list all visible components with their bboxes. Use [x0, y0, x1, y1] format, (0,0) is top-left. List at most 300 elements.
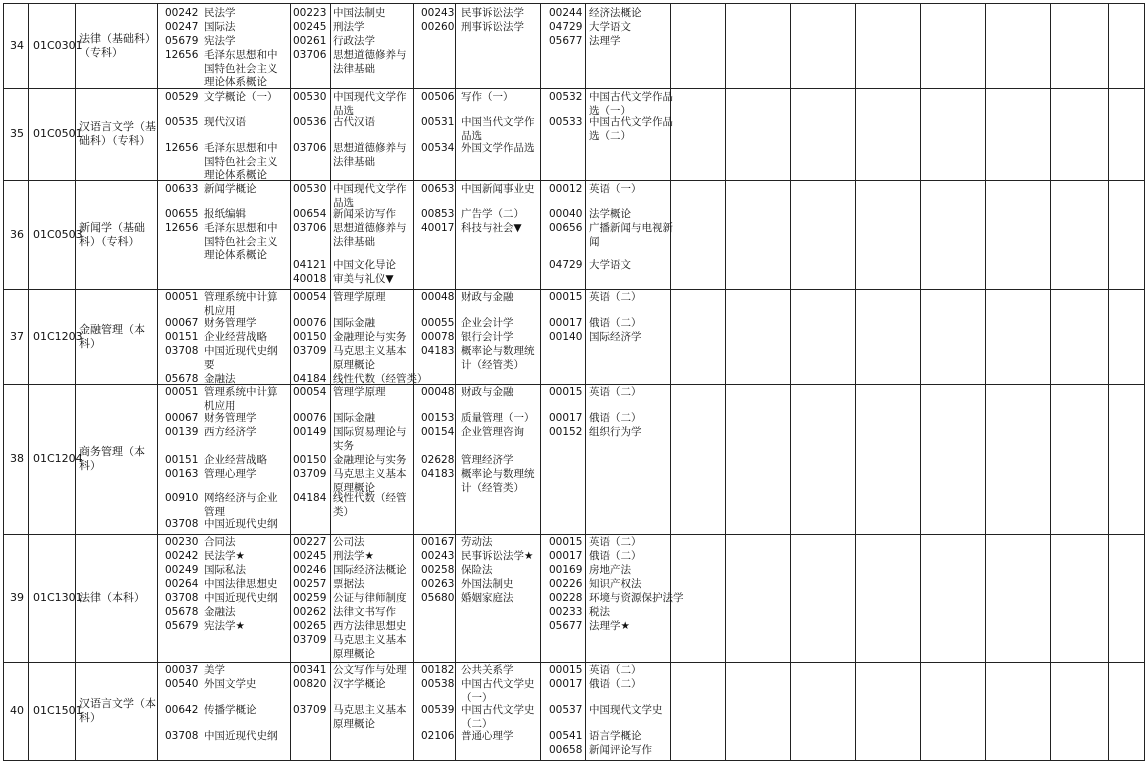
course-name: 财政与金融	[461, 386, 514, 398]
course-code: 00541	[549, 730, 583, 742]
course-name: 中国现代文学作	[333, 183, 407, 195]
course-code: 05679	[165, 35, 199, 47]
course-code: 00226	[549, 578, 583, 590]
course-name: 写作（一）	[461, 91, 514, 103]
course-code: 00653	[421, 183, 455, 195]
course-code: 04729	[549, 259, 583, 271]
course-code: 00655	[165, 208, 199, 220]
course-code: 00169	[549, 564, 583, 576]
course-name: 思想道德修养与	[333, 49, 407, 61]
course-code: 00151	[165, 454, 199, 466]
course-code: 00243	[421, 550, 455, 562]
course-code: 00015	[549, 291, 583, 303]
course-code: 00654	[293, 208, 327, 220]
course-code: 03706	[293, 222, 327, 234]
course-name: 英语（二）	[589, 536, 642, 548]
course-code: 00017	[549, 678, 583, 690]
course-name: 中国法律思想史	[204, 578, 278, 590]
course-name: 俄语（二）	[589, 550, 642, 562]
course-code: 00530	[293, 183, 327, 195]
course-name: 大学语文	[589, 259, 631, 271]
course-name: 管理	[204, 505, 225, 518]
major-code: 01C1203	[33, 329, 83, 343]
course-code: 00167	[421, 536, 455, 548]
course-name: 财政与金融	[461, 291, 514, 303]
course-name: 原理概论	[333, 358, 375, 371]
course-name: 思想道德修养与	[333, 222, 407, 234]
course-code: 00230	[165, 536, 199, 548]
course-code: 03708	[165, 518, 199, 530]
table-hline	[3, 180, 1145, 181]
course-code: 04184	[293, 373, 327, 385]
course-code: 00051	[165, 291, 199, 303]
course-name: 中国古代文学史	[461, 704, 535, 716]
course-code: 00260	[421, 21, 455, 33]
course-name: 马克思主义基本	[333, 468, 407, 480]
course-name: 国际贸易理论与	[333, 426, 407, 438]
course-name: 审美与礼仪▼	[333, 273, 394, 285]
course-code: 03709	[293, 468, 327, 480]
course-code: 00015	[549, 536, 583, 548]
course-name: 管理心理学	[204, 468, 257, 480]
course-name: （二）	[461, 717, 493, 730]
major-code: 01C0503	[33, 227, 83, 241]
course-name: （一）	[461, 691, 493, 704]
course-name: 质量管理（一）	[461, 412, 535, 424]
course-name: 保险法	[461, 564, 493, 576]
major-code: 01C1301	[33, 591, 83, 604]
course-code: 04729	[549, 21, 583, 33]
course-code: 00265	[293, 620, 327, 632]
course-name: 美学	[204, 664, 225, 676]
course-name: 概率论与数理统	[461, 345, 535, 357]
course-code: 00150	[293, 331, 327, 343]
course-name: 计（经管类）	[461, 358, 524, 371]
course-code: 00150	[293, 454, 327, 466]
course-code: 00532	[549, 91, 583, 103]
course-code: 04121	[293, 259, 327, 271]
course-name: 中国现代文学作	[333, 91, 407, 103]
course-code: 00151	[165, 331, 199, 343]
course-name: 法理学	[589, 35, 621, 47]
course-name: 毛泽东思想和中	[204, 142, 278, 154]
major-name: 汉语言文学（本	[79, 697, 156, 711]
course-code: 00246	[293, 564, 327, 576]
course-code: 00051	[165, 386, 199, 398]
course-name: 刑事诉讼法学	[461, 21, 524, 33]
course-code: 00535	[165, 116, 199, 128]
table-vline	[790, 3, 791, 760]
course-code: 00152	[549, 426, 583, 438]
table-vline	[920, 3, 921, 760]
course-code: 00247	[165, 21, 199, 33]
row-number: 40	[10, 704, 24, 717]
course-name: 品选	[333, 104, 354, 117]
course-name: 马克思主义基本	[333, 345, 407, 357]
course-code: 00341	[293, 664, 327, 676]
table-vline	[3, 3, 4, 760]
course-name: 国际私法	[204, 564, 246, 576]
row-number: 39	[10, 591, 24, 604]
course-name: 选（一）	[589, 104, 631, 117]
course-code: 00262	[293, 606, 327, 618]
course-code: 03709	[293, 634, 327, 646]
major-name: （专科）	[79, 45, 123, 59]
course-name: 票据法	[333, 578, 365, 590]
course-name: 语言学概论	[589, 730, 642, 742]
course-name: 西方经济学	[204, 426, 257, 438]
course-name: 俄语（二）	[589, 317, 642, 329]
course-code: 00228	[549, 592, 583, 604]
course-name: 民事诉讼法学	[461, 7, 524, 19]
course-name: 管理经济学	[461, 454, 514, 466]
course-name: 古代汉语	[333, 116, 375, 128]
course-code: 00242	[165, 7, 199, 19]
course-code: 00078	[421, 331, 455, 343]
course-name: 管理系统中计算	[204, 291, 278, 303]
course-name: 网络经济与企业	[204, 492, 278, 504]
course-name: 外国文学作品选	[461, 142, 535, 154]
course-code: 03706	[293, 142, 327, 154]
course-name: 税法	[589, 606, 610, 618]
course-name: 俄语（二）	[589, 412, 642, 424]
course-name: 外国文学史	[204, 678, 257, 690]
course-name: 广播新闻与电视新	[589, 222, 673, 234]
course-code: 00536	[293, 116, 327, 128]
course-name: 劳动法	[461, 536, 493, 548]
course-code: 00163	[165, 468, 199, 480]
major-name: 金融管理（本	[79, 322, 145, 336]
course-code: 03709	[293, 345, 327, 357]
course-code: 00257	[293, 578, 327, 590]
course-code: 00658	[549, 744, 583, 756]
course-code: 00233	[549, 606, 583, 618]
course-code: 00853	[421, 208, 455, 220]
course-name: 企业会计学	[461, 317, 514, 329]
row-number: 35	[10, 127, 24, 140]
course-name: 新闻评论写作	[589, 744, 652, 756]
course-name: 选（二）	[589, 129, 631, 142]
course-code: 00149	[293, 426, 327, 438]
course-name: 中国法制史	[333, 7, 386, 19]
course-name: 刑法学★	[333, 550, 374, 562]
course-code: 02106	[421, 730, 455, 742]
course-name: 科技与社会▼	[461, 222, 522, 234]
course-code: 12656	[165, 222, 199, 234]
course-name: 要	[204, 358, 215, 371]
course-code: 00537	[549, 704, 583, 716]
course-name: 公证与律师制度	[333, 592, 407, 604]
course-name: 线性代数（经管	[333, 492, 407, 504]
course-code: 12656	[165, 49, 199, 61]
course-code: 00633	[165, 183, 199, 195]
course-name: 法律基础	[333, 62, 375, 75]
course-name: 中国当代文学作	[461, 116, 535, 128]
course-code: 00017	[549, 550, 583, 562]
course-name: 企业管理咨询	[461, 426, 524, 438]
course-name: 毛泽东思想和中	[204, 49, 278, 61]
course-name: 法律文书写作	[333, 606, 396, 618]
course-name: 金融法	[204, 606, 236, 618]
course-name: 组织行为学	[589, 426, 642, 438]
course-name: 企业经营战略	[204, 331, 267, 343]
course-name: 环境与资源保护法学	[589, 592, 684, 604]
course-name: 外国法制史	[461, 578, 514, 590]
course-name: 实务	[333, 439, 354, 452]
course-name: 中国近现代史纲	[204, 592, 278, 604]
course-name: 新闻采访写作	[333, 208, 396, 220]
course-code: 00263	[421, 578, 455, 590]
course-code: 00506	[421, 91, 455, 103]
course-code: 40018	[293, 273, 327, 285]
course-name: 新闻学概论	[204, 183, 257, 195]
major-code: 01C0301	[33, 38, 83, 52]
course-code: 00261	[293, 35, 327, 47]
course-code: 00139	[165, 426, 199, 438]
course-name: 经济法概论	[589, 7, 642, 19]
course-code: 04183	[421, 345, 455, 357]
course-code: 05679	[165, 620, 199, 632]
course-code: 00264	[165, 578, 199, 590]
major-name: 科）	[79, 711, 101, 724]
row-number: 34	[10, 38, 24, 52]
course-code: 00048	[421, 291, 455, 303]
course-name: 国特色社会主义	[204, 155, 278, 168]
course-code: 03708	[165, 345, 199, 357]
course-code: 00539	[421, 704, 455, 716]
course-code: 00015	[549, 386, 583, 398]
course-name: 理论体系概论	[204, 76, 267, 89]
course-name: 大学语文	[589, 21, 631, 33]
course-name: 公共关系学	[461, 664, 514, 676]
table-hline	[3, 534, 1145, 535]
course-name: 原理概论	[333, 717, 375, 730]
course-name: 原理概论	[333, 481, 375, 494]
course-name: 金融理论与实务	[333, 454, 407, 466]
table-hline	[3, 760, 1145, 761]
table-vline	[1144, 3, 1145, 760]
course-name: 民法学★	[204, 550, 245, 562]
course-name: 法律基础	[333, 155, 375, 168]
course-code: 03706	[293, 49, 327, 61]
course-code: 00244	[549, 7, 583, 19]
course-code: 00067	[165, 317, 199, 329]
course-name: 西方法律思想史	[333, 620, 407, 632]
course-name: 马克思主义基本	[333, 704, 407, 716]
major-name: 商务管理（本	[79, 445, 145, 459]
course-code: 03708	[165, 592, 199, 604]
course-code: 00048	[421, 386, 455, 398]
course-name: 国际法	[204, 21, 236, 33]
course-code: 00534	[421, 142, 455, 154]
course-code: 00182	[421, 664, 455, 676]
course-name: 国特色社会主义	[204, 235, 278, 248]
major-code: 01C1501	[33, 704, 83, 717]
course-name: 文学概论（一）	[204, 91, 278, 103]
course-name: 民法学	[204, 7, 236, 19]
major-name: 新闻学（基础	[79, 220, 145, 234]
course-name: 品选	[461, 129, 482, 142]
course-name: 企业经营战略	[204, 454, 267, 466]
course-name: 国际经济法概论	[333, 564, 407, 576]
course-code: 00055	[421, 317, 455, 329]
course-code: 02628	[421, 454, 455, 466]
course-name: 英语（一）	[589, 183, 642, 195]
table-vline	[157, 3, 158, 760]
major-name: 科）（专科）	[79, 234, 140, 248]
course-name: 汉字学概论	[333, 678, 386, 690]
course-name: 中国近现代史纲	[204, 730, 278, 742]
course-name: 合同法	[204, 536, 236, 548]
course-name: 英语（二）	[589, 386, 642, 398]
course-code: 00076	[293, 412, 327, 424]
course-name: 英语（二）	[589, 664, 642, 676]
course-name: 财务管理学	[204, 412, 257, 424]
course-name: 理论体系概论	[204, 249, 267, 262]
course-name: 金融法	[204, 373, 236, 385]
row-number: 38	[10, 452, 24, 465]
course-name: 管理学原理	[333, 386, 386, 398]
course-name: 普通心理学	[461, 730, 514, 742]
course-code: 00249	[165, 564, 199, 576]
major-name: 汉语言文学（基	[79, 120, 156, 134]
major-name: 法律（本科）	[79, 591, 145, 605]
table-vline	[855, 3, 856, 760]
course-name: 行政法学	[333, 35, 375, 47]
course-code: 03709	[293, 704, 327, 716]
course-name: 报纸编辑	[204, 208, 246, 220]
table-hline	[3, 662, 1145, 663]
course-code: 00259	[293, 592, 327, 604]
course-name: 中国古代文学作品	[589, 91, 673, 103]
course-name: 中国文化导论	[333, 259, 396, 271]
course-code: 00656	[549, 222, 583, 234]
course-name: 类）	[333, 505, 354, 518]
course-code: 00258	[421, 564, 455, 576]
course-code: 00533	[549, 116, 583, 128]
course-code: 00910	[165, 492, 199, 504]
course-name: 宪法学★	[204, 620, 245, 632]
course-name: 金融理论与实务	[333, 331, 407, 343]
course-name: 房地产法	[589, 564, 631, 576]
table-vline	[75, 3, 76, 760]
course-name: 婚姻家庭法	[461, 592, 514, 604]
course-name: 知识产权法	[589, 578, 642, 590]
table-vline	[330, 3, 331, 760]
course-name: 法律基础	[333, 235, 375, 248]
table-vline	[540, 3, 541, 760]
course-name: 国际金融	[333, 317, 375, 329]
major-name: 础科）（专科）	[79, 134, 151, 147]
course-code: 00242	[165, 550, 199, 562]
course-code: 00531	[421, 116, 455, 128]
table-vline	[290, 3, 291, 760]
course-code: 00067	[165, 412, 199, 424]
course-code: 05680	[421, 592, 455, 604]
course-code: 00540	[165, 678, 199, 690]
table-vline	[28, 3, 29, 760]
course-name: 管理系统中计算	[204, 386, 278, 398]
course-code: 00820	[293, 678, 327, 690]
course-name: 理论体系概论	[204, 169, 267, 182]
course-code: 00015	[549, 664, 583, 676]
course-code: 00076	[293, 317, 327, 329]
course-name: 机应用	[204, 399, 236, 412]
course-name: 银行会计学	[461, 331, 514, 343]
row-number: 37	[10, 329, 24, 343]
course-name: 宪法学	[204, 35, 236, 47]
course-name: 国特色社会主义	[204, 62, 278, 75]
course-name: 中国近现代史纲	[204, 518, 278, 530]
course-code: 05677	[549, 620, 583, 632]
table-vline	[985, 3, 986, 760]
course-code: 00140	[549, 331, 583, 343]
course-code: 40017	[421, 222, 455, 234]
course-code: 03708	[165, 730, 199, 742]
course-code: 05677	[549, 35, 583, 47]
course-name: 广告学（二）	[461, 208, 524, 220]
course-code: 00012	[549, 183, 583, 195]
course-code: 00245	[293, 21, 327, 33]
course-name: 刑法学	[333, 21, 365, 33]
table-vline	[585, 3, 586, 760]
course-code: 00223	[293, 7, 327, 19]
course-name: 财务管理学	[204, 317, 257, 329]
course-code: 00040	[549, 208, 583, 220]
course-code: 00153	[421, 412, 455, 424]
course-name: 现代汉语	[204, 116, 246, 128]
course-name: 机应用	[204, 304, 236, 317]
course-code: 00054	[293, 386, 327, 398]
table-hline	[3, 3, 1145, 4]
row-number: 36	[10, 227, 24, 241]
course-code: 00530	[293, 91, 327, 103]
table-hline	[3, 88, 1145, 89]
table-vline	[1050, 3, 1051, 760]
table-vline	[1108, 3, 1109, 760]
course-name: 中国古代文学作品	[589, 116, 673, 128]
major-name: 科）	[79, 336, 101, 350]
course-name: 中国古代文学史	[461, 678, 535, 690]
course-code: 05678	[165, 606, 199, 618]
course-name: 俄语（二）	[589, 678, 642, 690]
course-name: 毛泽东思想和中	[204, 222, 278, 234]
course-code: 00154	[421, 426, 455, 438]
course-name: 计（经管类）	[461, 481, 524, 494]
course-code: 00054	[293, 291, 327, 303]
course-name: 线性代数（经管类）	[333, 373, 428, 385]
course-code: 00529	[165, 91, 199, 103]
course-code: 04183	[421, 468, 455, 480]
course-name: 中国新闻事业史	[461, 183, 535, 195]
course-code: 00642	[165, 704, 199, 716]
course-name: 闻	[589, 235, 600, 248]
course-code: 00017	[549, 412, 583, 424]
table-vline	[725, 3, 726, 760]
course-code: 05678	[165, 373, 199, 385]
course-name: 品选	[333, 196, 354, 209]
course-name: 原理概论	[333, 647, 375, 660]
course-name: 公司法	[333, 536, 365, 548]
table-vline	[455, 3, 456, 760]
course-name: 马克思主义基本	[333, 634, 407, 646]
course-name: 概率论与数理统	[461, 468, 535, 480]
major-code: 01C0501	[33, 127, 83, 140]
course-name: 公文写作与处理	[333, 664, 407, 676]
course-name: 思想道德修养与	[333, 142, 407, 154]
course-name: 传播学概论	[204, 704, 257, 716]
major-name: 科）	[79, 459, 101, 472]
